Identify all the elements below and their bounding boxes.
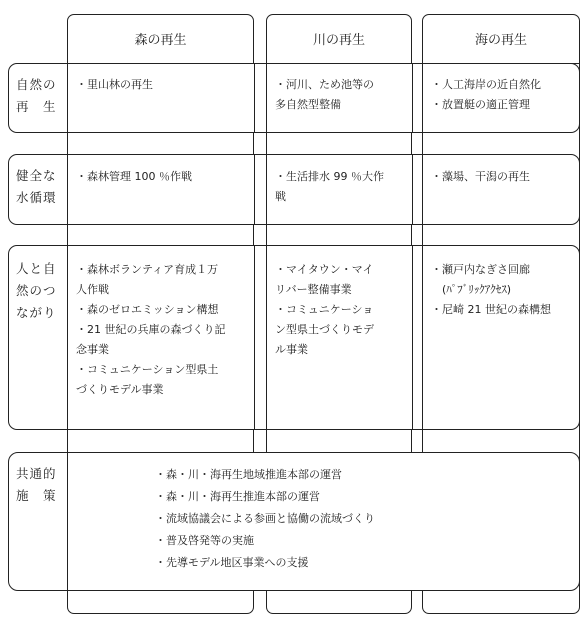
cell-nature-river: ・河川、ため池等の 多自然型整備	[275, 78, 374, 111]
row-divider-sea	[422, 245, 423, 430]
column-header-forest: 森の再生	[134, 33, 187, 48]
row-divider-forest	[254, 63, 255, 133]
column-header-sea: 海の再生	[474, 33, 527, 48]
row-label-water-cycle: 健全な 水循環	[16, 168, 57, 205]
row-divider-river	[266, 154, 267, 225]
row-divider-sea	[422, 63, 423, 133]
row-divider-sea	[422, 154, 423, 225]
row-divider-river-end	[412, 63, 413, 133]
row-divider-label	[67, 245, 68, 430]
cell-people-sea: ・瀬戸内なぎさ回廊 (ﾊﾟﾌﾞﾘｯｸｱｸｾｽ) ・尼崎 21 世紀の森構想	[431, 263, 551, 316]
list-item: ・森・川・海再生地域推進本部の運営	[155, 468, 342, 481]
row-divider-label	[67, 63, 68, 133]
list-item: ・先導モデル地区事業への支援	[155, 556, 309, 569]
row-divider-forest	[254, 154, 255, 225]
list-item: ・森・川・海再生推進本部の運営	[155, 490, 320, 503]
row-divider-label	[67, 154, 68, 225]
row-label-nature-restoration: 自然の 再 生	[16, 77, 57, 114]
column-header-river: 川の再生	[312, 33, 365, 48]
common-policies-list	[155, 464, 375, 574]
cell-people-river: ・マイタウン・マイ リバー整備事業 ・コミュニケーショ ン型県土づくりモデ ル事業	[275, 263, 374, 356]
cell-water-river: ・生活排水 99 ％大作 戦	[275, 170, 384, 203]
row-divider-river	[266, 245, 267, 430]
row-divider-label	[67, 452, 68, 591]
cell-water-sea: ・藻場、干潟の再生	[431, 170, 530, 183]
row-label-people-nature: 人と自 然のつ ながり	[16, 261, 57, 320]
cell-water-forest: ・森林管理 100 ％作戦	[76, 170, 192, 183]
row-label-common-policies: 共通的 施 策	[16, 466, 57, 503]
cell-nature-forest: ・里山林の再生	[76, 78, 153, 91]
list-item: ・流域協議会による参画と協働の流域づくり	[155, 512, 375, 525]
list-item: ・普及啓発等の実施	[155, 534, 254, 547]
row-divider-river-end	[412, 154, 413, 225]
row-divider-river	[266, 63, 267, 133]
cell-nature-sea: ・人工海岸の近自然化 ・放置艇の適正管理	[431, 78, 541, 111]
row-divider-river-end	[412, 245, 413, 430]
cell-people-forest: ・森林ボランティア育成１万 人作戦 ・森のゼロエミッション構想 ・21 世紀の兵庫の森づくり記 念事業 ・コミュニケーション型県土 づくりモデル事業	[76, 263, 226, 396]
row-divider-forest	[254, 245, 255, 430]
